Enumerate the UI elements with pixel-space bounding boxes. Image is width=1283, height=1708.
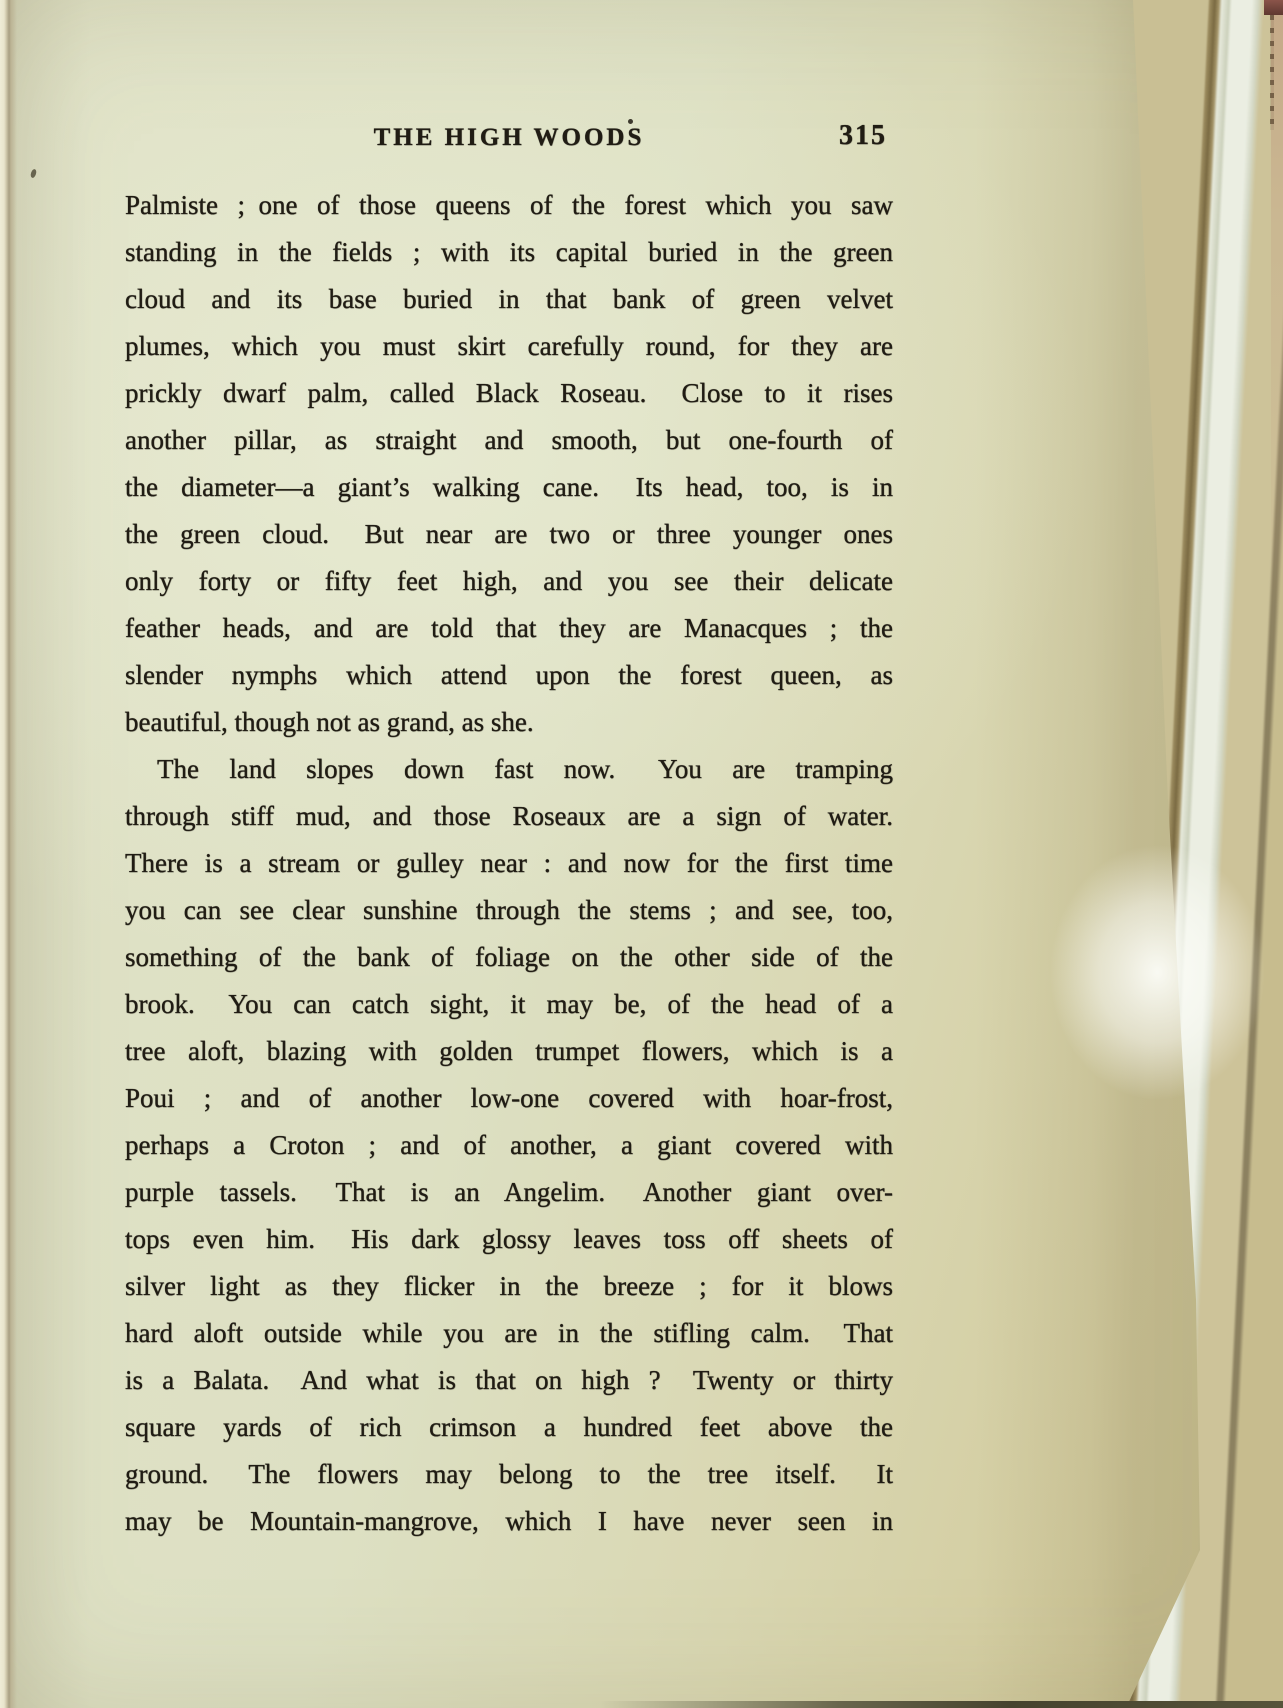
page-number: 315: [839, 120, 887, 151]
text-line: brook. You can catch sight, it may be, of the head of a: [125, 989, 893, 1019]
fore-edge-highlight: [1050, 845, 1265, 1100]
text-line: the diameter—a giant’s walking cane. Its head, too, is in: [125, 472, 893, 502]
text-block: [125, 182, 893, 1545]
text-line: purple tassels. That is an Angelim. Another giant over-: [125, 1177, 893, 1207]
text-line: standing in the fields ; with its capital buried in the green: [125, 237, 893, 267]
text-line: square yards of rich crimson a hundred feet above the: [125, 1412, 893, 1442]
text-line: Palmiste ; one of those queens of the forest which you saw: [125, 190, 893, 220]
text-line: the green cloud. But near are two or three younger ones: [125, 519, 893, 549]
chapter-title: THE HIGH WOODS: [373, 124, 645, 151]
book-cover-corner: [1264, 0, 1283, 15]
text-line: may be Mountain-mangrove, which I have never seen in: [125, 1506, 893, 1536]
text-line: only forty or fifty feet high, and you see their delicate: [125, 566, 893, 596]
text-line: beautiful, though not as grand, as she.: [125, 707, 534, 737]
text-line: prickly dwarf palm, called Black Roseau. Close to it rises: [125, 378, 893, 408]
text-line: plumes, which you must skirt carefully round, for they are: [125, 331, 893, 361]
text-line: hard aloft outside while you are in the stifling calm. That: [125, 1318, 893, 1348]
text-line: The land slopes down fast now. You are tramping: [157, 754, 893, 784]
text-line: silver light as they flicker in the breeze ; for it blows: [125, 1271, 893, 1301]
text-line: tops even him. His dark glossy leaves toss off sheets of: [125, 1224, 893, 1254]
text-line: slender nymphs which attend upon the forest queen, as: [125, 660, 893, 690]
text-line: is a Balata. And what is that on high ? Twenty or thirty: [125, 1365, 893, 1395]
text-line: you can see clear sunshine through the stems ; and see, too,: [125, 895, 893, 925]
text-line: through stiff mud, and those Roseaux are a sign of water.: [125, 801, 893, 831]
text-line: ground. The flowers may belong to the tree itself. It: [125, 1459, 893, 1489]
running-header: [125, 120, 893, 166]
paper-speck: [30, 168, 38, 178]
text-line: perhaps a Croton ; and of another, a giant covered with: [125, 1130, 893, 1160]
text-line: another pillar, as straight and smooth, but one-fourth of: [125, 425, 893, 455]
scan-bottom-shadow: [600, 1701, 1283, 1708]
text-line: Poui ; and of another low-one covered with hoar-frost,: [125, 1083, 893, 1113]
scan-right-rim: [1271, 0, 1283, 900]
text-line: something of the bank of foliage on the other side of the: [125, 942, 893, 972]
text-line: feather heads, and are told that they are Manacques ; the: [125, 613, 893, 643]
page-gutter-edge: [0, 0, 18, 1708]
print-artifact-dot: [628, 119, 633, 124]
book-cover-edge-line: [1270, 15, 1274, 130]
text-line: cloud and its base buried in that bank of green velvet: [125, 284, 893, 314]
text-line: There is a stream or gulley near : and now for the first time: [125, 848, 893, 878]
text-line: tree aloft, blazing with golden trumpet flowers, which is a: [125, 1036, 893, 1066]
